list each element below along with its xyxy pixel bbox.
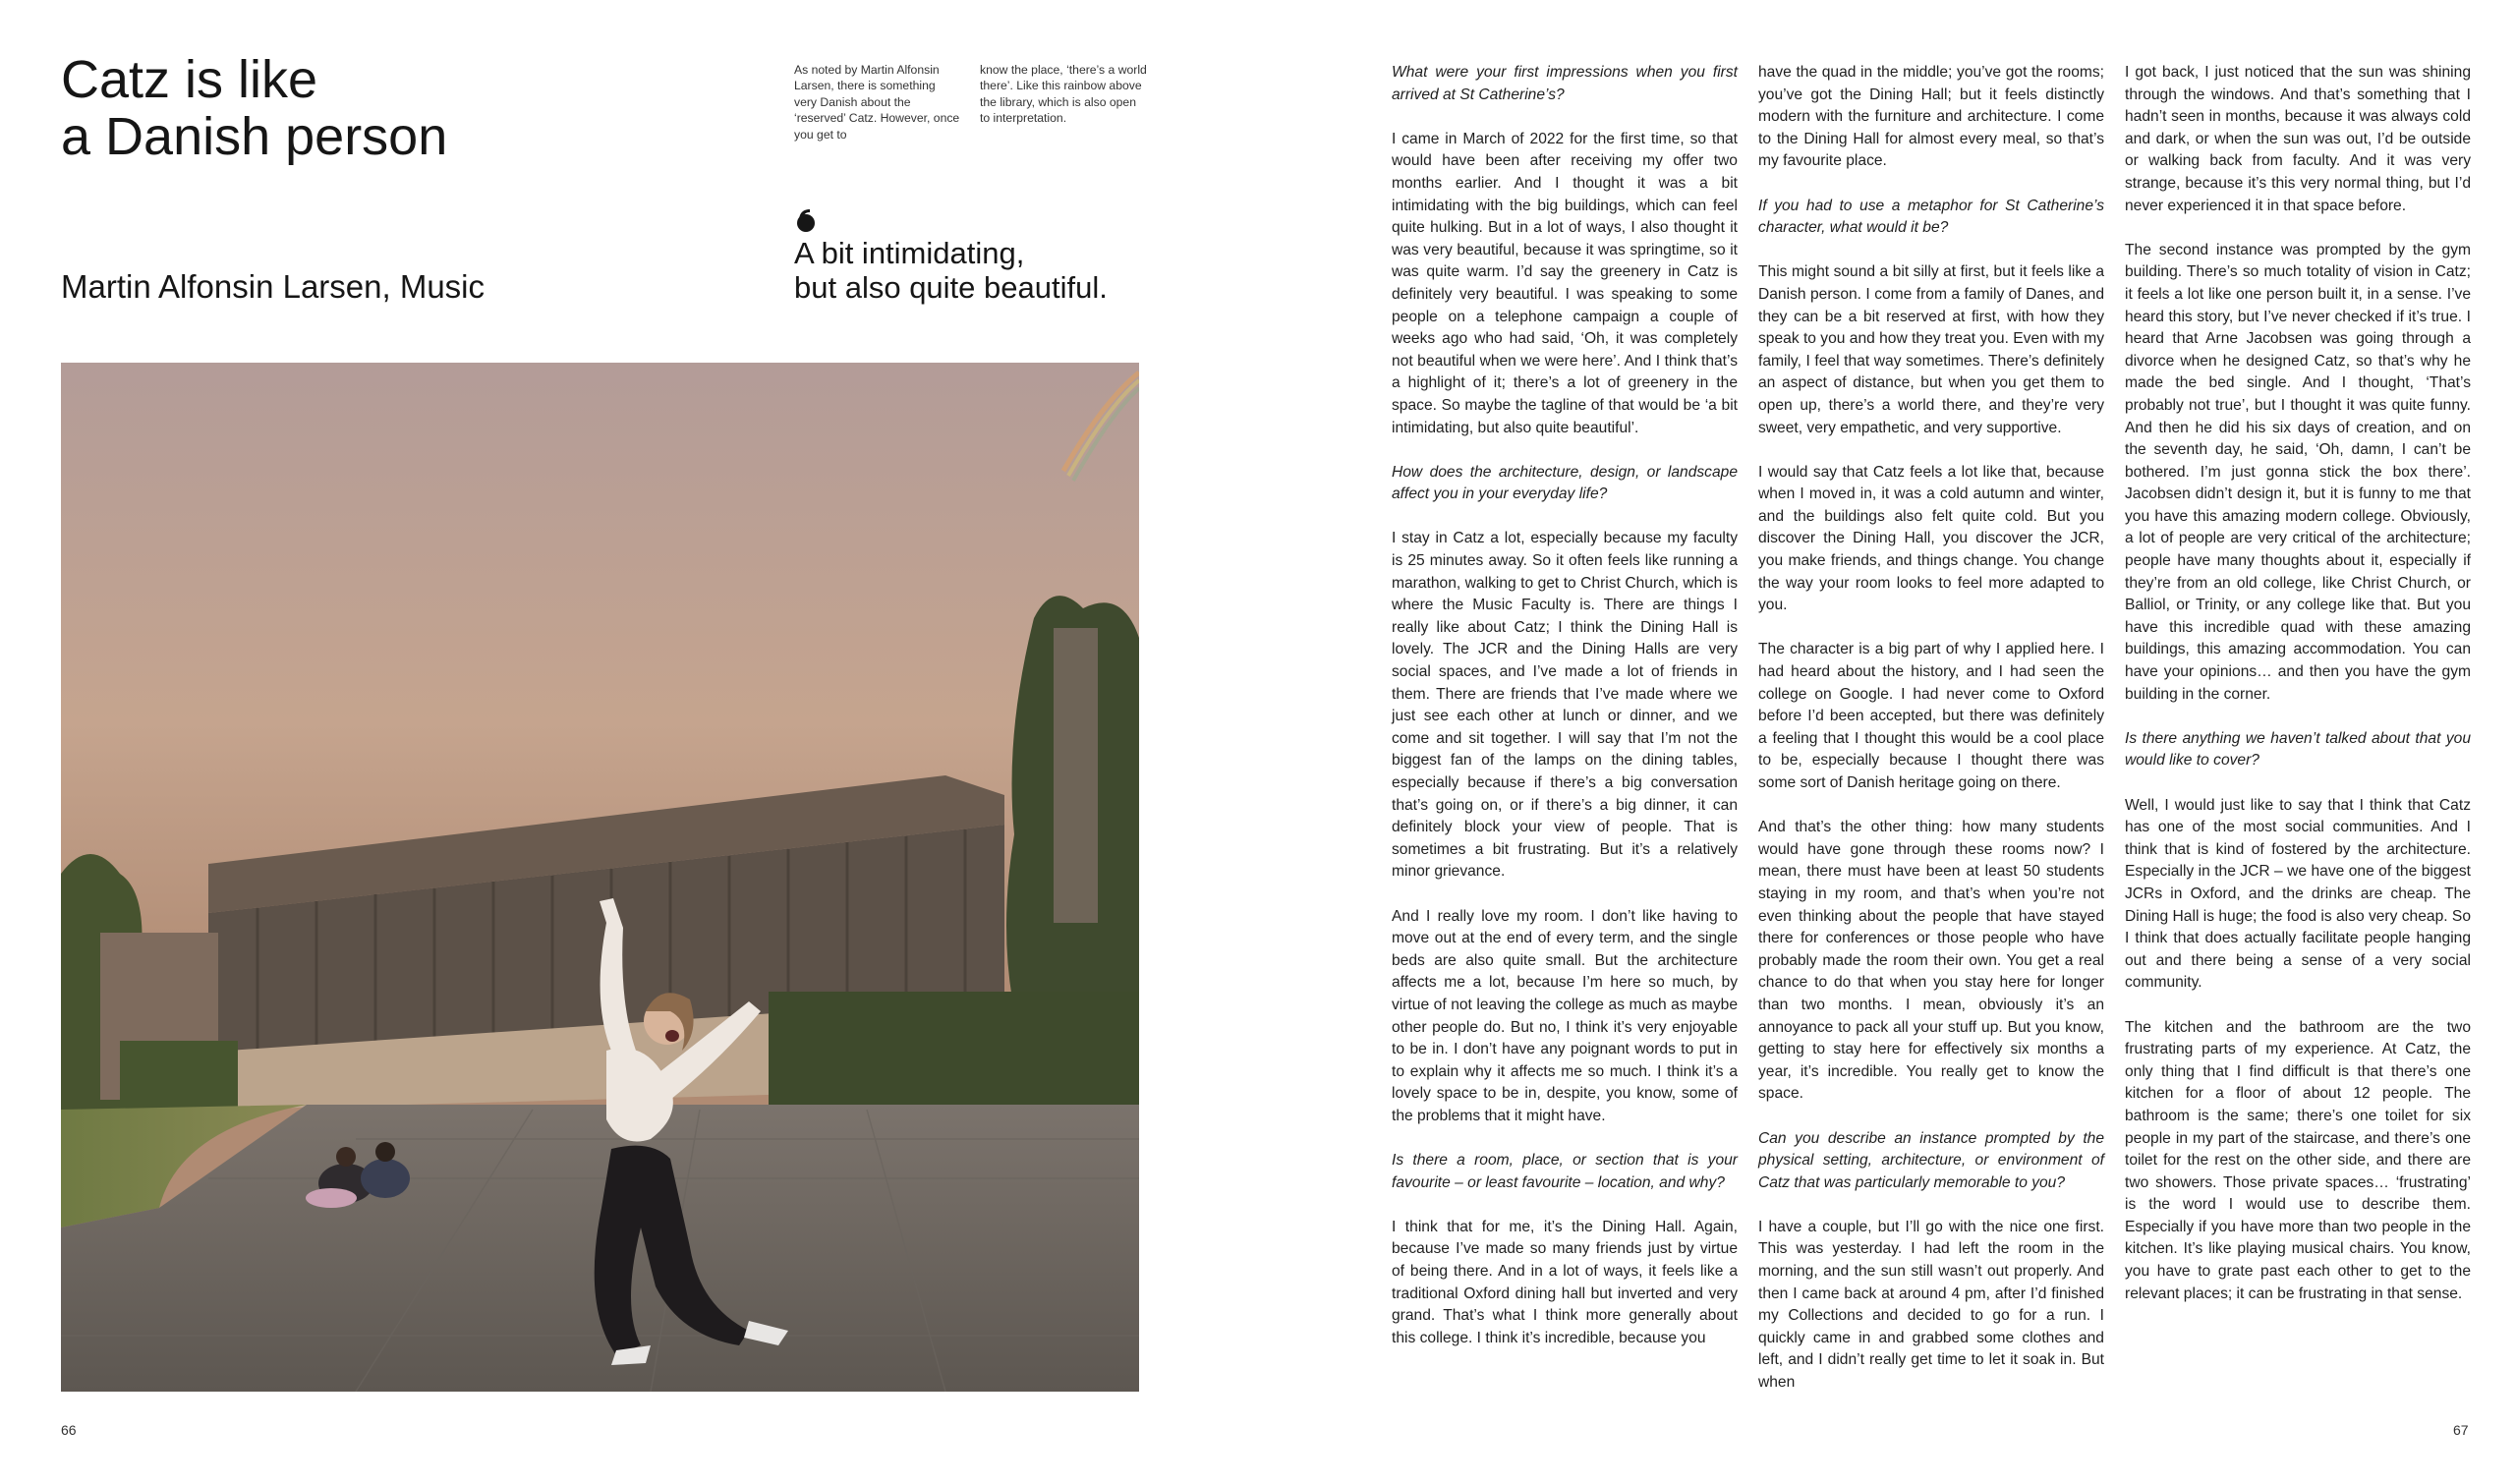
text-column-1: [1392, 62, 1738, 1372]
interview-question: Can you describe an instance prompted by the physical setting, architecture, or environment of Catz that was particularly memorable to you?: [1758, 1129, 2104, 1191]
title-line-2: a Danish person: [61, 107, 448, 166]
page-number-left: 66: [61, 1422, 77, 1438]
interview-answer: The character is a big part of why I applied here. I had heard about the history, and I had seen the college on Google. I had never come to Oxford before I’d been accepted, but there was definitely a feeling that I thought this would be a cool place to be, especially because I thought there was some sort of Danish heritage going on there.: [1758, 641, 2104, 791]
interview-answer: Well, I would just like to say that I think that Catz has one of the most social communities. And I think that is kind of fostered by the architecture. Especially in the JCR – we have one of the biggest JCRs in Oxford, and the drinks are cheap. The Dining Hall is huge; the food is also very cheap. So I think that does actually facilitate people hanging out and there being a sense of a very social community.: [2125, 796, 2471, 992]
interview-answer: I got back, I just noticed that the sun was shining through the windows. And that’s something that I hadn’t seen in months, because it was always cold and dark, or when the sun was out, I’d be outside or walking back from faculty. And it was very strange, because it’s this very normal thing, but I’d never experienced it in that space before.: [2125, 64, 2471, 214]
interview-answer: I came in March of 2022 for the first time, so that would have been after receiving my offer two months earlier. And I thought it was a bit intimidating with the big buildings, which can feel quite hulking. But in a lot of ways, I also thought it was very beautiful, because it was springtime, so it was quite warm. I’d say the greenery in Catz is definitely very beautiful. I was speaking to some people on a telephone campaign a couple of weeks ago who had said, ‘Oh, it was completely not beautiful when we were here’. And I think that’s a highlight of it; there’s a lot of greenery in the space. So maybe the tagline of that would be ‘a bit intimidating, but also quite beautiful’.: [1392, 130, 1738, 436]
text-column-3: [2125, 62, 2471, 1328]
interview-question: Is there anything we haven’t talked about that you would like to cover?: [2125, 729, 2471, 770]
pull-quote-line-2: but also quite beautiful.: [794, 270, 1108, 305]
article-title: [61, 51, 749, 165]
student-jumping-photo: [61, 363, 1139, 1392]
interview-question: If you had to use a metaphor for St Catherine’s character, what would it be?: [1758, 197, 2104, 237]
interview-question: What were your first impressions when you first arrived at St Catherine’s?: [1392, 64, 1738, 103]
interview-answer: I stay in Catz a lot, especially because my faculty is 25 minutes away. So it often feels like running a marathon, walking to get to Christ Church, which is where the Music Faculty is. There are things I really like about Catz; I think the Dining Hall is lovely. The JCR and the Dining Halls are very social spaces, and I’ve made a lot of friends in them. There are friends that I’ve made where we just see each other at lunch or dinner, and we come and sit together. I will say that I’m not the biggest fan of the lamps on the dining tables, especially because if there’s a big conversation that’s going on, or if there’s a big dinner, it can definitely block your view of people. That is sometimes a bit frustrating. But it’s a relatively minor grievance.: [1392, 530, 1738, 881]
photo-caption-part-1: As noted by Martin Alfonsin Larsen, there is something very Danish about the ‘reserved’ Catz. However, once you get to: [794, 63, 960, 142]
quote-mark-icon: [792, 206, 822, 234]
title-line-1: Catz is like: [61, 50, 318, 109]
interview-answer: I think that for me, it’s the Dining Hall. Again, because I’ve made so many friends just by virtue of being there. And in a lot of ways, it feels like a traditional Oxford dining hall but inverted and very grand. That’s what I think more generally about this college. I think it’s incredible, because you: [1392, 1218, 1738, 1346]
text-column-2: [1758, 62, 2104, 1416]
interview-answer: This might sound a bit silly at first, but it feels like a Danish person. I come from a family of Danes, and they can be a bit reserved at first, with how they speak to you and how they treat you. Even with my family, I feel that way sometimes. There’s definitely an aspect of distance, but when you get them to open up, there’s a world there, and they’re very sweet, very empathetic, and very supportive.: [1758, 263, 2104, 436]
interview-question: Is there a room, place, or section that is your favourite – or least favourite – location, and why?: [1392, 1152, 1738, 1191]
interview-question: How does the architecture, design, or landscape affect you in your everyday life?: [1392, 463, 1738, 503]
interview-answer: And that’s the other thing: how many students would have gone through these rooms now? I mean, there must have been at least 50 students staying in my room, and that’s when you’re not even thinking about the people that have stayed there for conferences or those people who have probably made the room their own. You get a real chance to do that when you stay here for longer than two months. I mean, obviously it’s an annoyance to pack all your stuff up. But you know, getting to stay here for effectively six months a year, it’s incredible. You really get to know the space.: [1758, 819, 2104, 1103]
interview-answer: I would say that Catz feels a lot like that, because when I moved in, it was a cold autumn and winter, and the buildings also felt quite cold. But you discover the Dining Hall, you discover the JCR, you make friends, and things change. You change the way your room looks to feel more adapted to you.: [1758, 463, 2104, 614]
interview-answer: The second instance was prompted by the gym building. There’s so much totality of vision in Catz; it feels a lot like one person built it, in a sense. I’ve heard this story, but I’ve never checked if it’s true. I heard that Arne Jacobsen was going through a divorce when he designed Catz, so that’s why he made the bed single. And I thought, ‘That’s probably not true’, but I thought it was quite funny. And then he did his six days of creation, and on the seventh day, he said, ‘Oh, damn, I can’t be bothered. I’m just gonna stick the box there’. Jacobsen didn’t design it, but it is funny to me that you have this amazing modern college. Obviously, a lot of people are very critical of the architecture; people have many thoughts about it, especially if they’re from an old college, like Christ Church, or Balliol, or Trinity, or any college like that. But you have this incredible quad with these amazing buildings, this amazing accommodation. You can have your opinions… and then you have the gym building in the corner.: [2125, 241, 2471, 703]
interview-answer: have the quad in the middle; you’ve got the rooms; you’ve got the Dining Hall; but it feels distinctly modern with the furniture and architecture. I come to the Dining Hall for almost every meal, so that’s my favourite place.: [1758, 64, 2104, 170]
photo-caption-part-2: know the place, ‘there’s a world there’. Like this rainbow above the library, which is also open to interpretation.: [980, 63, 1147, 126]
page-number-right: 67: [2453, 1422, 2469, 1438]
pull-quote-line-1: A bit intimidating,: [794, 236, 1025, 270]
interview-answer: And I really love my room. I don’t like having to move out at the end of every term, and the single beds are also quite small. But the architecture affects me a lot, because I’m here so much, by virtue of not leaving the college as much as maybe other people do. But no, I think it’s very enjoyable to be in. I don’t have any poignant words to put in to explain why it affects me so much. I think it’s a lovely space to be in, despite, you know, some of the problems that it might have.: [1392, 907, 1738, 1124]
interview-answer: The kitchen and the bathroom are the two frustrating parts of my experience. At Catz, the only thing that I find difficult is that there’s one kitchen for a floor of about 12 people. The bathroom is the same; there’s one toilet for six people in my part of the staircase, and there’s one toilet for the rest on the other side, and there are two showers. Those private spaces… ‘frustrating’ is the word I would use to describe them. Especially if you have more than two people in the kitchen. It’s like playing musical chairs. You know, you have to grate past each other to get to the relevant places; it can be frustrating in that sense.: [2125, 1018, 2471, 1302]
author-byline: Martin Alfonsin Larsen, Music: [61, 268, 486, 305]
pull-quote: [794, 236, 1207, 305]
interview-answer: I have a couple, but I’ll go with the nice one first. This was yesterday. I had left the room in the morning, and the sun still wasn’t out properly. And then I came back at around 4 pm, after I’d finished my Collections and decided to go for a run. I quickly came in and grabbed some clothes and left, and I didn’t really get time to let it soak in. But when: [1758, 1218, 2104, 1392]
